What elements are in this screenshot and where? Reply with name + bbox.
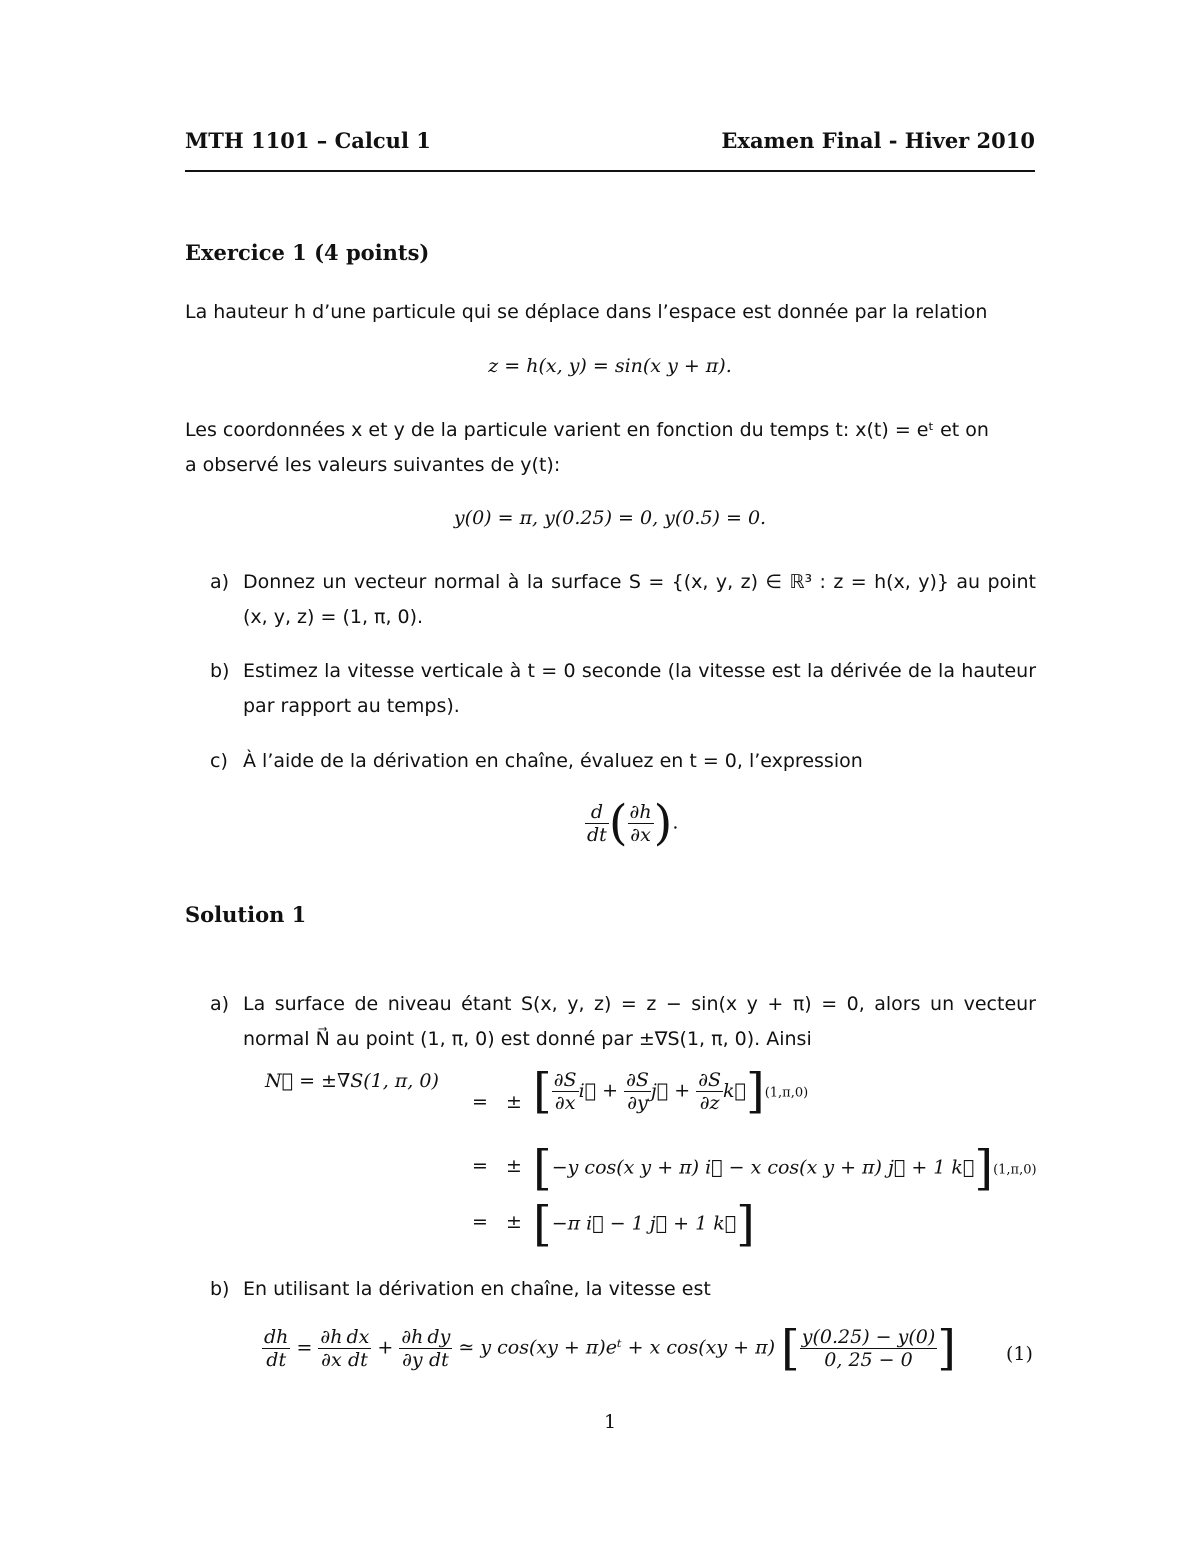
normal-vector-lhs xyxy=(265,1070,439,1092)
partial-h: ∂h xyxy=(629,800,652,823)
question-c-text: À l’aide de la dérivation en chaîne, évaluez en t = 0, l’expression xyxy=(243,750,863,772)
question-b-text: Estimez la vitesse verticale à t = 0 seconde (la vitesse est la dérivée de la hauteur par rapport au temps). xyxy=(243,660,1036,717)
question-a xyxy=(210,565,1036,635)
exercise-intro: La hauteur h d’une particule qui se déplace dans l’espace est donnée par la relation xyxy=(185,301,988,323)
question-b xyxy=(210,654,1036,724)
gradient-evaluated: [−y cos(x y + π) i⃗ − x cos(x y + π) j⃗ + 1 k⃗](1,π,0) xyxy=(533,1140,1037,1196)
velocity-rhs: y cos(xy + π)eᵗ + x cos(xy + π) xyxy=(480,1336,775,1359)
eq-sign-2: = ± xyxy=(472,1155,522,1177)
difference-denominator: 0, 25 − 0 xyxy=(824,1348,913,1371)
eq-sign-1: = ± xyxy=(472,1091,522,1113)
solution-a-text: La surface de niveau étant S(x, y, z) = z − sin(x y + π) = 0, alors un vecteur normal N⃗ au point (1, π, 0) est donné par ±∇S(1, π, 0). Ainsi xyxy=(243,993,1036,1050)
solution-b-label: b) xyxy=(210,1278,230,1300)
solution-a-label: a) xyxy=(210,993,230,1015)
gradient-line-2: −y cos(x y + π) i⃗ − x cos(x y + π) j⃗ + 1 k⃗ xyxy=(551,1156,975,1179)
header-rule xyxy=(185,170,1035,172)
dt-denominator: dt xyxy=(587,823,607,846)
gradient-line-3: −π i⃗ − 1 j⃗ + 1 k⃗ xyxy=(551,1212,737,1235)
question-c xyxy=(210,744,1036,779)
solution-a xyxy=(210,987,1036,1057)
expression-c: $\frac{d}{dt}$ ( $\frac{\partial h}{\partial x}$ ). xyxy=(587,795,679,851)
coords-line-1: Les coordonnées x et y de la particule varient en fonction du temps t: x(t) = eᵗ et on xyxy=(185,419,989,441)
question-b-label: b) xyxy=(210,660,230,682)
eval-point-1: (1,π,0) xyxy=(764,1085,809,1101)
gradient-result: [−π i⃗ − 1 j⃗ + 1 k⃗] xyxy=(533,1196,755,1252)
solution-b-text: En utilisant la dérivation en chaîne, la vitesse est xyxy=(243,1278,711,1300)
page-number: 1 xyxy=(603,1411,617,1433)
equation-number: (1) xyxy=(1006,1343,1033,1365)
normal-vector-lhs-text: N⃗ = ±∇S(1, π, 0) xyxy=(265,1070,439,1092)
velocity-equation: $\frac{dh}{dt}$ = $\frac{\partial h}{\partial x}$ $\frac{dx}{dt}$ + $\frac{\partial h}{\partial y}$ $\frac{dy}{dt}$ ≃ y cos(xy + π)eᵗ + x cos(xy + π) [ $\frac{y(0.25) - y(0)}{0, 25 - 0}$ ] xyxy=(264,1320,957,1376)
d-numerator: d xyxy=(585,801,609,824)
question-c-label: c) xyxy=(210,750,228,772)
course-title: MTH 1101 – Calcul 1 xyxy=(185,128,431,153)
difference-numerator: y(0.25) − y(0) xyxy=(801,1325,936,1348)
height-equation: z = h(x, y) = sin(x y + π). xyxy=(488,355,732,377)
question-a-text: Donnez un vecteur normal à la surface S = {(x, y, z) ∈ ℝ³ : z = h(x, y)} au point (x, y, z) = (1, π, 0). xyxy=(243,571,1036,628)
d-dt-fraction xyxy=(585,801,609,846)
partial-fraction xyxy=(628,801,654,846)
coords-line-2: a observé les valeurs suivantes de y(t): xyxy=(185,454,561,476)
solution-title: Solution 1 xyxy=(185,902,307,927)
eq-sign-3: = ± xyxy=(472,1211,522,1233)
observed-values: y(0) = π, y(0.25) = 0, y(0.5) = 0. xyxy=(453,507,767,529)
solution-b xyxy=(210,1272,1036,1307)
partial-x: ∂x xyxy=(630,823,651,846)
question-a-label: a) xyxy=(210,571,230,593)
eval-point-2: (1,π,0) xyxy=(993,1162,1037,1178)
exercise-title: Exercice 1 (4 points) xyxy=(185,240,430,265)
exam-title: Examen Final - Hiver 2010 xyxy=(721,128,1035,153)
gradient-components: [ $\frac{\partial S}{\partial x}$ i⃗ + $\frac{\partial S}{\partial y}$ j⃗ + $\frac{\partial S}{\partial z}$ k⃗](1,π,0) xyxy=(533,1063,809,1119)
